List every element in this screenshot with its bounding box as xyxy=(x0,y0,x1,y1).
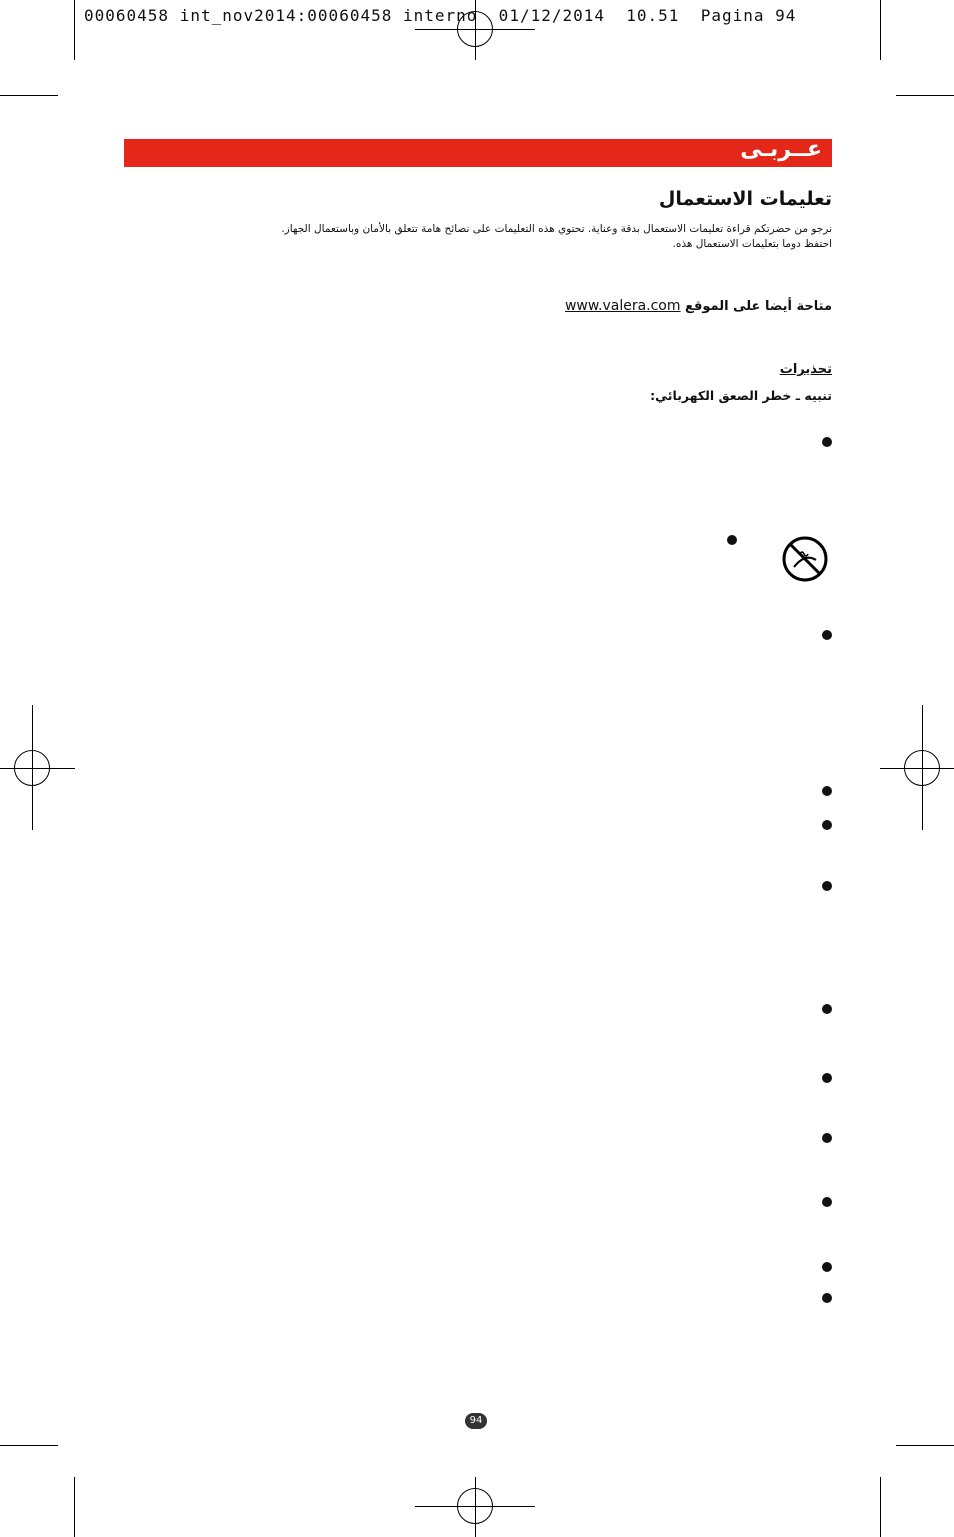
language-bar xyxy=(124,139,832,167)
bullet-marker xyxy=(822,1262,832,1272)
print-header: 00060458 int_nov2014:00060458 interno 01/12/2014 10.51 Pagina 94 xyxy=(84,6,797,25)
website-line xyxy=(565,298,832,314)
bullet-marker xyxy=(822,630,832,640)
bullet-marker xyxy=(822,820,832,830)
page-number: 94 xyxy=(465,1413,487,1429)
bullet-marker xyxy=(822,1004,832,1014)
bullet-marker xyxy=(822,881,832,891)
bullet-marker xyxy=(822,1133,832,1143)
bullet-marker xyxy=(822,1073,832,1083)
bullet-marker xyxy=(822,1197,832,1207)
website-label: متاحة أيضا على الموقع xyxy=(684,299,832,314)
usage-intro-line: نرجو من حضرتكم قراءة تعليمات الاستعمال بدقة وعناية. تحتوي هذه التعليمات على نصائح هامة تتعلق بالأمان وباستعمال الجهاز. xyxy=(281,223,832,235)
bullet-marker xyxy=(822,437,832,447)
bullet-marker xyxy=(727,535,737,545)
no-water-warning-icon xyxy=(780,534,830,584)
usage-intro-line: احتفظ دوما بتعليمات الاستعمال هذه. xyxy=(672,238,832,250)
warnings-list xyxy=(122,430,832,1410)
language-label: عــربـى xyxy=(740,137,822,162)
warnings-title: تحذيرات xyxy=(779,362,832,377)
bullet-marker xyxy=(822,786,832,796)
bullet-marker xyxy=(822,1293,832,1303)
warnings-subtitle: تنبيه ـ خطر الصعق الكهربائي: xyxy=(650,388,832,403)
usage-intro xyxy=(122,222,832,252)
usage-title: تعليمات الاستعمال xyxy=(658,188,832,210)
website-link[interactable]: www.valera.com xyxy=(564,298,681,314)
